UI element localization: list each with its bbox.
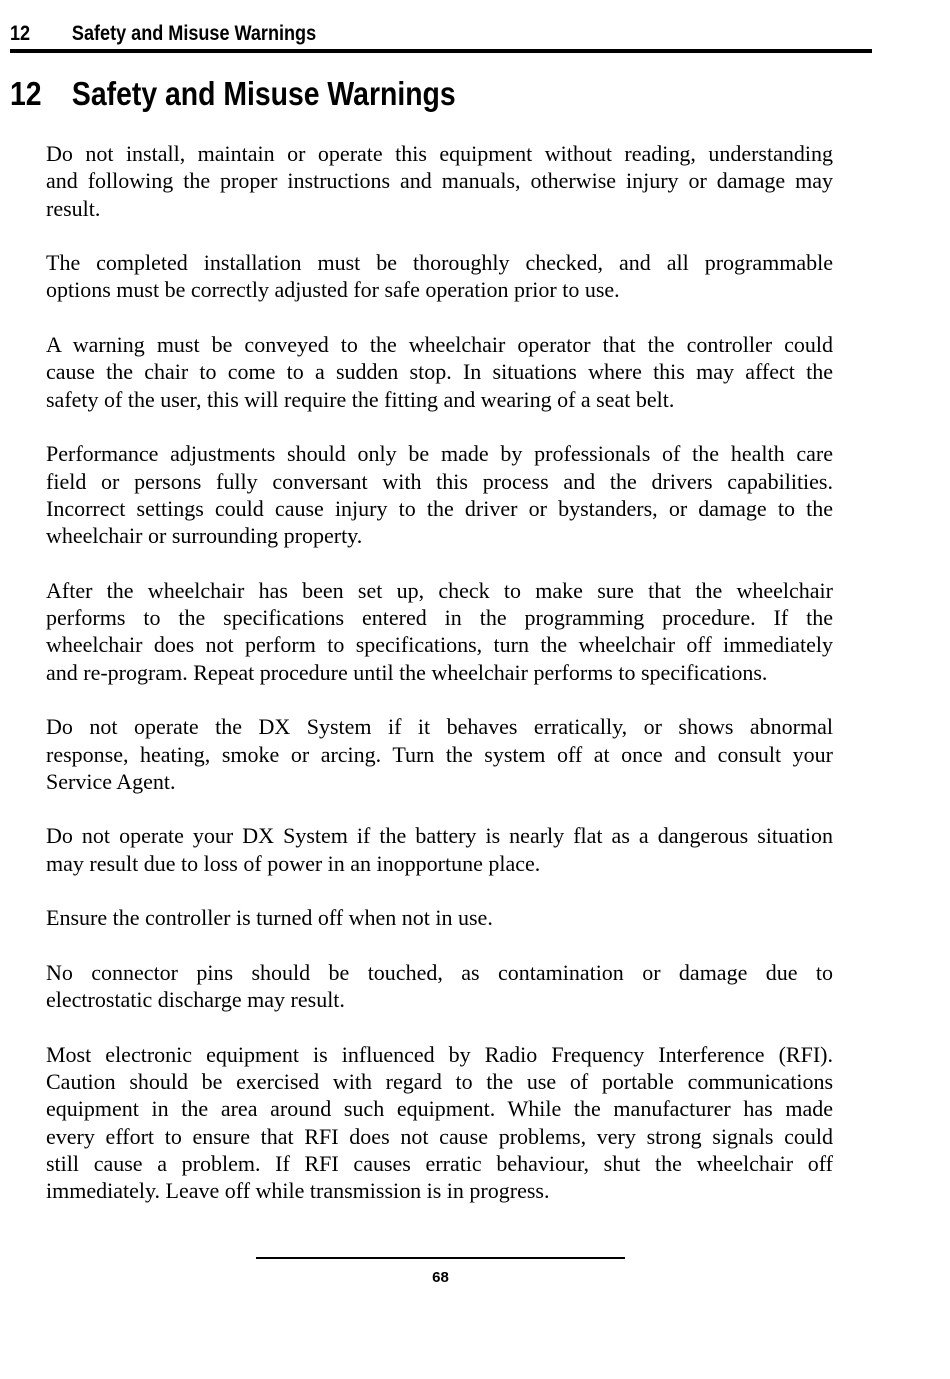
text-line: every effort to ensure that RFI does not cause problems, very strong signals could xyxy=(46,1123,833,1149)
paragraph-performance-adjustments xyxy=(46,440,833,549)
text-line: and re-program. Repeat procedure until the wheelchair performs to specifications. xyxy=(46,659,768,685)
text-line: may result due to loss of power in an inopportune place. xyxy=(46,850,541,876)
paragraph-setup-check xyxy=(46,577,833,686)
text-line: wheelchair or surrounding property. xyxy=(46,523,363,549)
paragraph-battery-flat xyxy=(46,822,833,877)
text-line: Most electronic equipment is influenced by Radio Frequency Interference (RFI). xyxy=(46,1041,833,1067)
running-header-title: Safety and Misuse Warnings xyxy=(71,22,317,45)
paragraph-erratic-behaviour xyxy=(46,713,833,795)
text-line: and following the proper instructions and manuals, otherwise injury or damage may xyxy=(46,168,833,194)
running-header xyxy=(10,21,751,47)
text-line: Caution should be exercised with regard to the use of portable communications xyxy=(46,1069,833,1095)
text-line: result. xyxy=(46,195,101,221)
text-line: safety of the user, this will require the fitting and wearing of a seat belt. xyxy=(46,386,675,412)
text-line: still cause a problem. If RFI causes erratic behaviour, shut the wheelchair off xyxy=(46,1150,833,1176)
header-rule xyxy=(10,49,872,53)
text-line: response, heating, smoke or arcing. Turn the system off at once and consult your xyxy=(46,741,833,767)
text-line: Service Agent. xyxy=(46,768,176,794)
text-line: performs to the specifications entered in the programming procedure. If the xyxy=(46,605,833,631)
text-line: Performance adjustments should only be made by professionals of the health care xyxy=(46,441,833,467)
text-line: Incorrect settings could cause injury to the driver or bystanders, or damage to the xyxy=(46,495,833,521)
text-line: options must be correctly adjusted for safe operation prior to use. xyxy=(46,277,620,303)
text-line: equipment in the area around such equipment. While the manufacturer has made xyxy=(46,1096,833,1122)
running-header-number: 12 xyxy=(10,22,31,45)
text-line: wheelchair does not perform to specifications, turn the wheelchair off immediately xyxy=(46,632,833,658)
text-line: immediately. Leave off while transmission is in progress. xyxy=(46,1178,550,1204)
chapter-number: 12 xyxy=(10,75,42,112)
footer-rule xyxy=(256,1257,625,1259)
paragraph-sudden-stop xyxy=(46,331,833,413)
text-line: Do not operate your DX System if the battery is nearly flat as a dangerous situation xyxy=(46,823,833,849)
text-line: electrostatic discharge may result. xyxy=(46,987,345,1013)
text-line: Ensure the controller is turned off when not in use. xyxy=(46,905,493,931)
paragraph-install-warning xyxy=(46,140,833,222)
text-line: The completed installation must be thoroughly checked, and all programmable xyxy=(46,250,833,276)
text-line: After the wheelchair has been set up, check to make sure that the wheelchair xyxy=(46,577,833,603)
text-line: Do not operate the DX System if it behaves erratically, or shows abnormal xyxy=(46,714,833,740)
chapter-title xyxy=(10,74,456,114)
text-line: cause the chair to come to a sudden stop. In situations where this may affect the xyxy=(46,359,833,385)
paragraph-installation-check xyxy=(46,249,833,304)
chapter-title-text: Safety and Misuse Warnings xyxy=(71,75,456,112)
body-text xyxy=(46,140,833,1232)
paragraph-connector-pins xyxy=(46,959,833,1014)
text-line: Do not install, maintain or operate this equipment without reading, understanding xyxy=(46,141,833,166)
text-line: field or persons fully conversant with this process and the drivers capabilities. xyxy=(46,468,833,494)
text-line: A warning must be conveyed to the wheelchair operator that the controller could xyxy=(46,332,833,358)
page-number: 68 xyxy=(432,1269,449,1286)
text-line: No connector pins should be touched, as contamination or damage due to xyxy=(46,959,833,985)
paragraph-rfi xyxy=(46,1041,833,1205)
paragraph-turn-off xyxy=(46,904,833,931)
